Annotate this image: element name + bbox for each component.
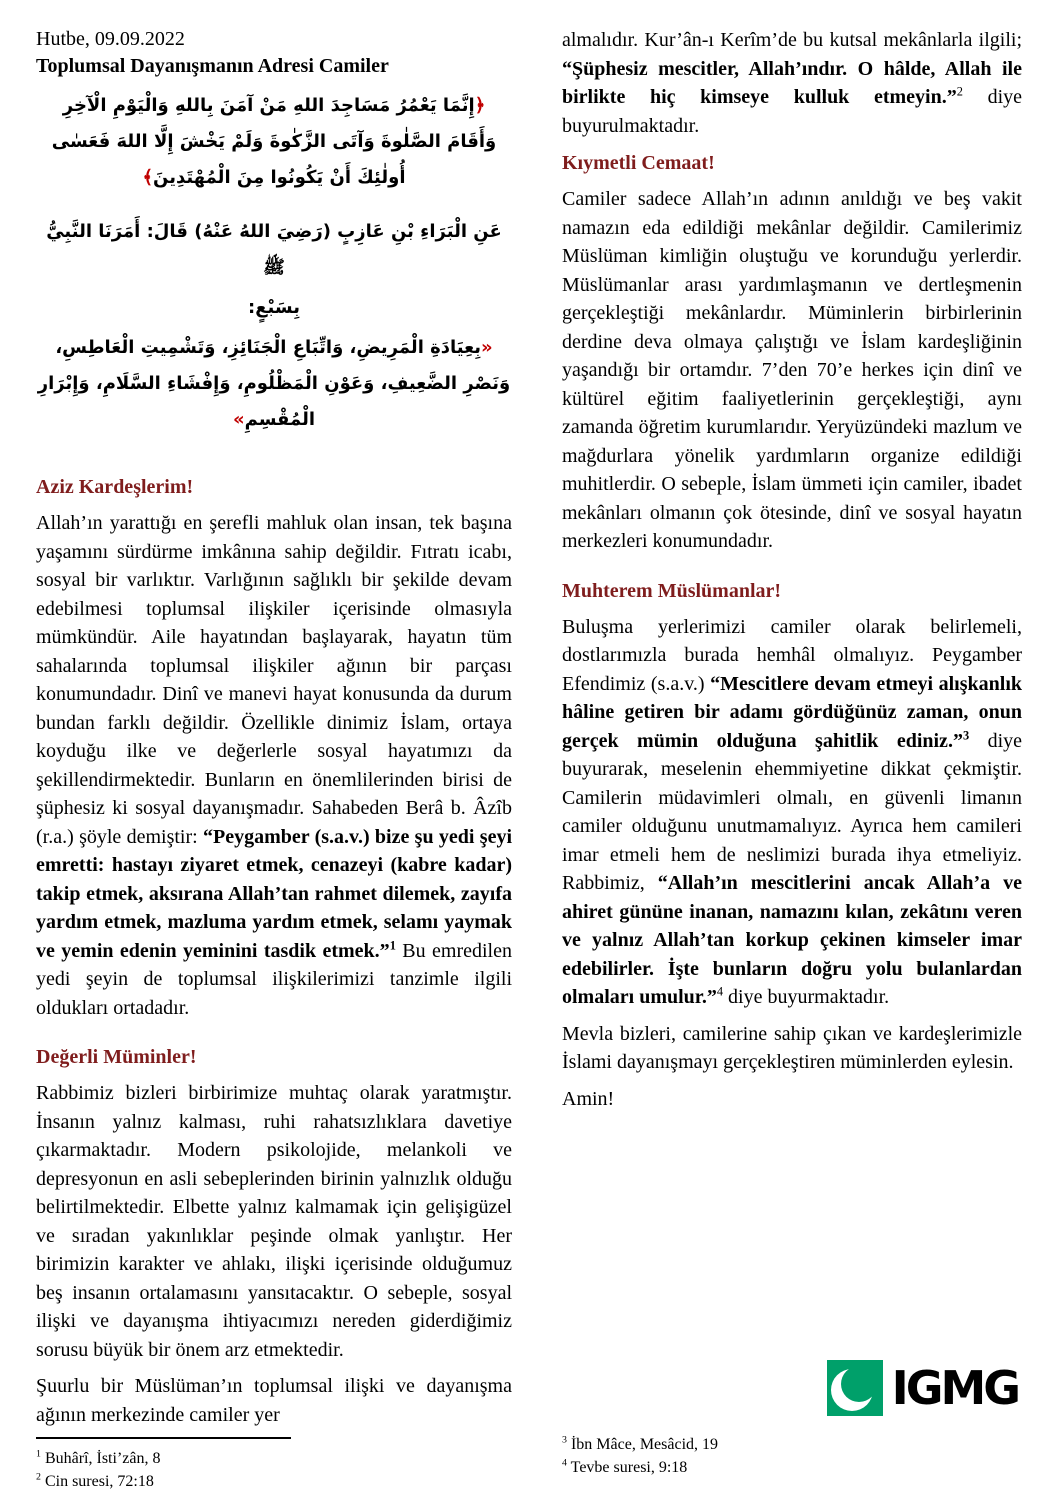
hadith-narration-line1: عَنِ الْبَرَاءِ بْنِ عَازِبٍ (رَضِيَ اللهُ عَنْهُ) قَالَ: أَمَرَنَا النَّبِيُّ ﷺ bbox=[46, 221, 502, 278]
hadith-narration-line2: بِسَبْعٍ: bbox=[248, 297, 300, 318]
footnote bbox=[562, 1433, 1022, 1456]
paragraph: Rabbimiz bizleri birbirimize muhtaç olarak yaratmıştır. İnsanın yalnız kalması, ruhi rahatsızlıklara davetiye çıkarmaktadır. Modern psikolojide, melankoli ve depresyonun en asli sebeplerinden birinin yalnızlık olduğu belirtilmektedir. Elbette yalnız kalmamak için gelişigüzel ve sıradan yakınlıklar peşinde olmak yanlıştır. Her birimizin karakter ve ahlakı, ilişki içerisinde olduğumuz beş insanın ortalamasını yansıtacaktır. O sebeple, sosyal ilişki ve dayanışma ihtiyacımızı nereden giderdiğimiz sorusu büyük bir önem arz etmektedir. bbox=[36, 1082, 512, 1361]
footnote-marker: 2 bbox=[36, 1471, 41, 1483]
footnote bbox=[36, 1470, 512, 1493]
europe-map-shape bbox=[844, 1372, 869, 1393]
crescent-europe-icon bbox=[824, 1357, 886, 1419]
column-left bbox=[36, 26, 512, 1490]
guillemet-close: » bbox=[232, 409, 245, 430]
footnote-marker: 3 bbox=[562, 1434, 567, 1446]
verse-bracket-close: ﴾ bbox=[142, 167, 154, 188]
paragraph: Camiler sadece Allah’ın adının anıldığı ve beş vakit namazın eda edildiği mekânlar değildir. Camilerimiz Müslüman kimliğin oluştuğu ve korunduğu yerlerdir. Müslümanlar arası yardımlaşmanın ve dertleşmenin gerçekleştiği mekânlardır. Müminlerin birbirlerinin derdine deva olmaya çalıştığı ve İslam kardeşliğinin yaşandığı bir ortamdır. 7’den 70’e herkes için dinî ve kültürel eğitim faaliyetlerinin gerçekleştiği, aynı zamanda öğretim kurumlarıdır. Yeryüzündeki mazlum ve mağdurlara yönelik yardımların organize edildiği muhitlerdir. O sebeple, İslam ümmeti için camiler, ibadet mekânları olmanın çok ötesinde, dinî ve sosyal hayatın merkezleri konumundadır. bbox=[562, 188, 1022, 552]
paragraph: Şuurlu bir Müslüman’ın toplumsal ilişki ve dayanışma ağının merkezinde camiler yer bbox=[36, 1375, 512, 1426]
igmg-logo bbox=[824, 1357, 1018, 1419]
paragraph: Allah’ın yarattığı en şerefli mahluk olan insan, tek başına yaşamını sürdürme imkânına sahip değildir. Fıtratı icabı, sosyal bir varlıktır. Varlığının sağlıklı bir şekilde devam edebilmesi toplumsal ilişkiler içerisinde olmasıyla mümkündür. Aile hayatından başlayarak, hayatın tüm sahalarında toplumsal ilişkiler ağının bir parçası konumundadır. Dinî ve manevi hayat konusunda da durum bundan farklı değildir. Özellikle dinimiz İslam, ortaya koyduğu ilke ve değerlerle sosyal hayatımızı da şekillendirmektedir. Bunların en önemlilerinden birisi de şüphesiz ki sosyal dayanışmadır. Sahabeden Berâ b. Âzîb (r.a.) şöyle demiştir: “Peygamber (s.a.v.) bize şu yedi şeyi emretti: hastayı ziyaret etmek, cenazeyi (kabre kadar) takip etmek, aksırana Allah’tan rahmet dilemek, zayıfa yardım etmek, mazluma yardım etmek, selamı yaymak ve yemin edenin yeminini tasdik etmek.”$^1$ Bu emredilen yedi şeyin de toplumsal ilişkilerimizi tanzimle ilgili oldukları ortadadır. bbox=[36, 512, 512, 1019]
section-heading-muhterem-muslumanlar: Muhterem Müslümanlar! bbox=[562, 579, 782, 602]
footnote-separator bbox=[36, 1437, 291, 1439]
hadith-arabic bbox=[36, 330, 512, 438]
hadith-text: بِعِيَادَةِ الْمَرِيضِ، وَاتِّبَاعِ الْجَنَائِزِ، وَتَشْمِيتِ الْعَاطِسِ، وَنَصْرِ الضَّعِيفِ، وَعَوْنِ الْمَظْلُومِ، وَإِفْشَاءِ السَّلَامِ، وَإِبْرَارِ الْمُقْسِمِ bbox=[37, 337, 511, 430]
section-heading-aziz-kardeslerim: Aziz Kardeşlerim! bbox=[36, 476, 194, 498]
page-title: Toplumsal Dayanışmanın Adresi Camiler bbox=[36, 55, 389, 77]
footnote bbox=[36, 1447, 512, 1470]
section-heading-kiymetli-cemaat: Kıymetli Cemaat! bbox=[562, 152, 715, 174]
footnote-text: Cin suresi, 72:18 bbox=[44, 1473, 154, 1490]
verse-bracket-open: ﴿ bbox=[474, 95, 486, 116]
paragraph: Mevla bizleri, camilerine sahip çıkan ve kardeşlerimizle İslami dayanışmayı gerçekleştiren müminlerden eylesin. bbox=[562, 1022, 1022, 1073]
logo-wordmark: IGMG bbox=[891, 1361, 1018, 1415]
footnotes-left bbox=[36, 1437, 512, 1493]
paragraph: almalıdır. Kur’ân-ı Kerîm’de bu kutsal mekânlarla ilgili; “Şüphesiz mescitler, Allah’ındır. O hâlde, Allah ile birlikte hiç kimseye kulluk etmeyin.”$^2$ diye buyurulmaktadır. bbox=[562, 29, 1023, 137]
footnote-marker: 4 bbox=[562, 1457, 567, 1469]
column-right bbox=[562, 26, 1022, 1479]
verse-text: إِنَّمَا يَعْمُرُ مَسَاجِدَ اللهِ مَنْ آمَنَ بِاللهِ وَالْيَوْمِ الْآخِرِ وَأَقَامَ الصَّلٰوةَ وَآتَى الزَّكٰوةَ وَلَمْ يَخْشَ إِلَّا اللهَ فَعَسٰى أُولٰئِكَ أَنْ يَكُونُوا مِنَ الْمُهْتَدِينَ bbox=[51, 95, 497, 188]
guillemet-open: « bbox=[481, 337, 493, 358]
footnotes-right bbox=[562, 1433, 1022, 1479]
footnote bbox=[562, 1456, 1022, 1479]
footnote-text: Buhârî, İsti’zân, 8 bbox=[44, 1450, 161, 1467]
footnote-marker: 1 bbox=[36, 1448, 41, 1460]
quran-verse-arabic bbox=[36, 88, 512, 196]
amin-line: Amin! bbox=[562, 1087, 615, 1110]
paragraph: Buluşma yerlerimizi camiler olarak belirlemeli, dostlarımızla burada hemhâl olmalıyız. Peygamber Efendimiz (s.a.v.) “Mescitlere devam etmeyi alışkanlık hâline getiren bir adamı gördüğünüz zaman, onun gerçek mümin olduğuna şahitlik ediniz.”$^3$ diye buyurarak, meselenin ehemmiyetine dikkat çekmiştir. Camilerin müdavimleri olmalı, en güvenli limanın camiler olduğunu unutmamalıyız. Ayrıca hem camileri imar etmeli hem de neslimizi burada ihya etmeliyiz. Rabbimiz, “Allah’ın mescitlerini ancak Allah’a ve ahiret gününe inanan, namazını kılan, zekâtını veren ve yalnız Allah’tan korkup çekinen kimseler imar edebilirler. İşte bunların doğru yolu bulanlardan olmaları umulur.”$^4$ diye buyurmaktadır. bbox=[562, 615, 1023, 1008]
section-heading-degerli-muminler: Değerli Müminler! bbox=[36, 1046, 197, 1068]
date-line: Hutbe, 09.09.2022 bbox=[36, 28, 185, 50]
footnote-text: İbn Mâce, Mesâcid, 19 bbox=[570, 1436, 719, 1453]
footnote-text: Tevbe suresi, 9:18 bbox=[570, 1459, 688, 1476]
